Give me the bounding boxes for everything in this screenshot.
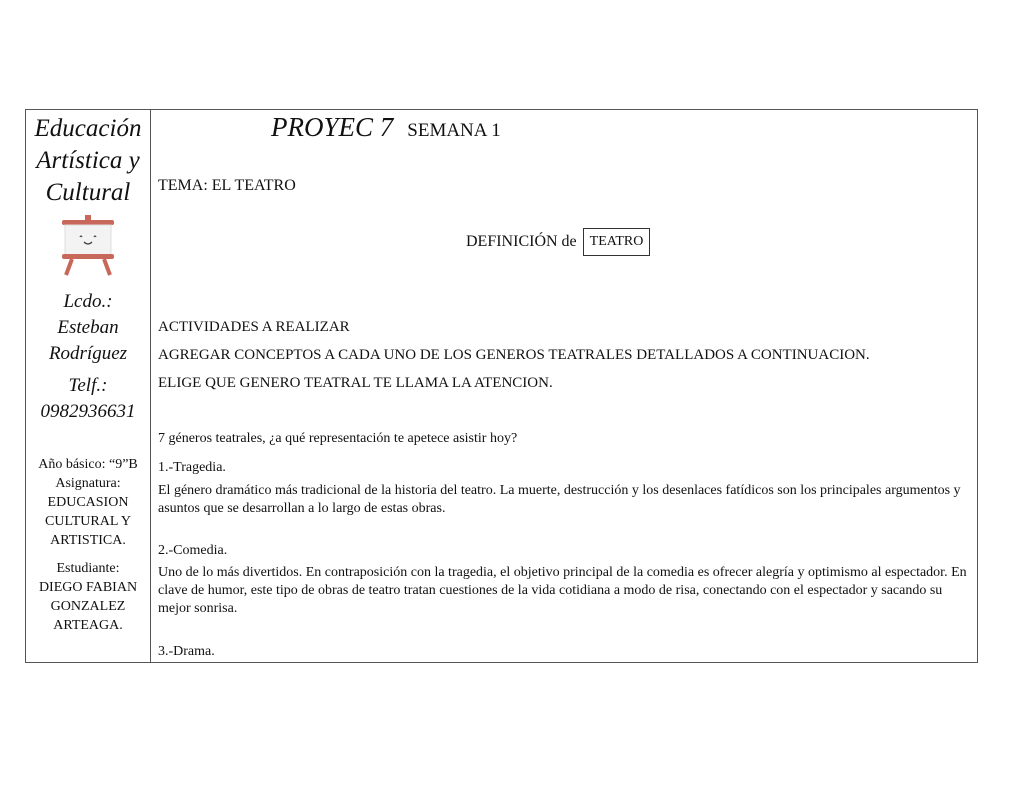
student-block [26, 559, 150, 635]
subject-title: Educación Artística y Cultural [34, 115, 142, 206]
teacher-label: Lcdo.: [63, 291, 113, 312]
activity-2: ELIGE QUE GENERO TEATRAL TE LLAMA LA ATENCION. [158, 375, 553, 391]
genre-2-title: 2.-Comedia. [158, 543, 228, 558]
phone-label: Telf.: [68, 375, 108, 396]
genre-3-title: 3.-Drama. [158, 644, 215, 659]
content-column [151, 110, 977, 662]
school-year: Año básico: “9”B [38, 457, 138, 472]
week-label: SEMANA 1 [407, 120, 501, 141]
course-block [26, 455, 150, 550]
student-name: DIEGO FABIAN GONZALEZ ARTEAGA. [38, 580, 138, 633]
activity-1: AGREGAR CONCEPTOS A CADA UNO DE LOS GENEROS TEATRALES DETALLADOS A CONTINUACION. [158, 347, 870, 363]
phone-number: 0982936631 [40, 401, 136, 422]
sidebar-column [26, 110, 151, 662]
teacher-block [26, 289, 150, 367]
subject-label: Asignatura: [55, 476, 121, 491]
definition-label: DEFINICIÓN de [466, 233, 577, 250]
definition-box: TEATRO [583, 228, 651, 256]
phone-block [26, 373, 150, 425]
document-table [25, 109, 978, 663]
student-label: Estudiante: [56, 561, 120, 576]
genre-1-title: 1.-Tragedia. [158, 460, 226, 475]
teacher-first-name: Esteban [57, 317, 119, 338]
definition-row [466, 228, 650, 256]
easel-icon [26, 215, 150, 277]
teacher-last-name: Rodríguez [48, 343, 128, 364]
project-title: PROYEC 7 [271, 112, 394, 142]
genres-intro: 7 géneros teatrales, ¿a qué representación te apetece asistir hoy? [158, 431, 518, 446]
topic-line: TEMA: EL TEATRO [158, 177, 296, 194]
project-title-row [271, 112, 501, 143]
genre-1-text: El género dramático más tradicional de la historia del teatro. La muerte, destrucción y los desenlaces fatídicos son los principales argumentos y asuntos que se desarrollan a lo largo de estas obras. [158, 483, 961, 516]
genre-2-text: Uno de lo más divertidos. En contraposición con la tragedia, el objetivo principal de la comedia es ofrecer alegría y optimismo al espectador. En clave de humor, este tipo de obras de teatro tratan cuestiones de la vida cotidiana a modo de risa, conectando con el espectador y sacando su mejor sonrisa. [158, 565, 967, 616]
subject-value: EDUCASION CULTURAL Y ARTISTICA. [45, 495, 131, 548]
activities-title: ACTIVIDADES A REALIZAR [158, 319, 350, 335]
